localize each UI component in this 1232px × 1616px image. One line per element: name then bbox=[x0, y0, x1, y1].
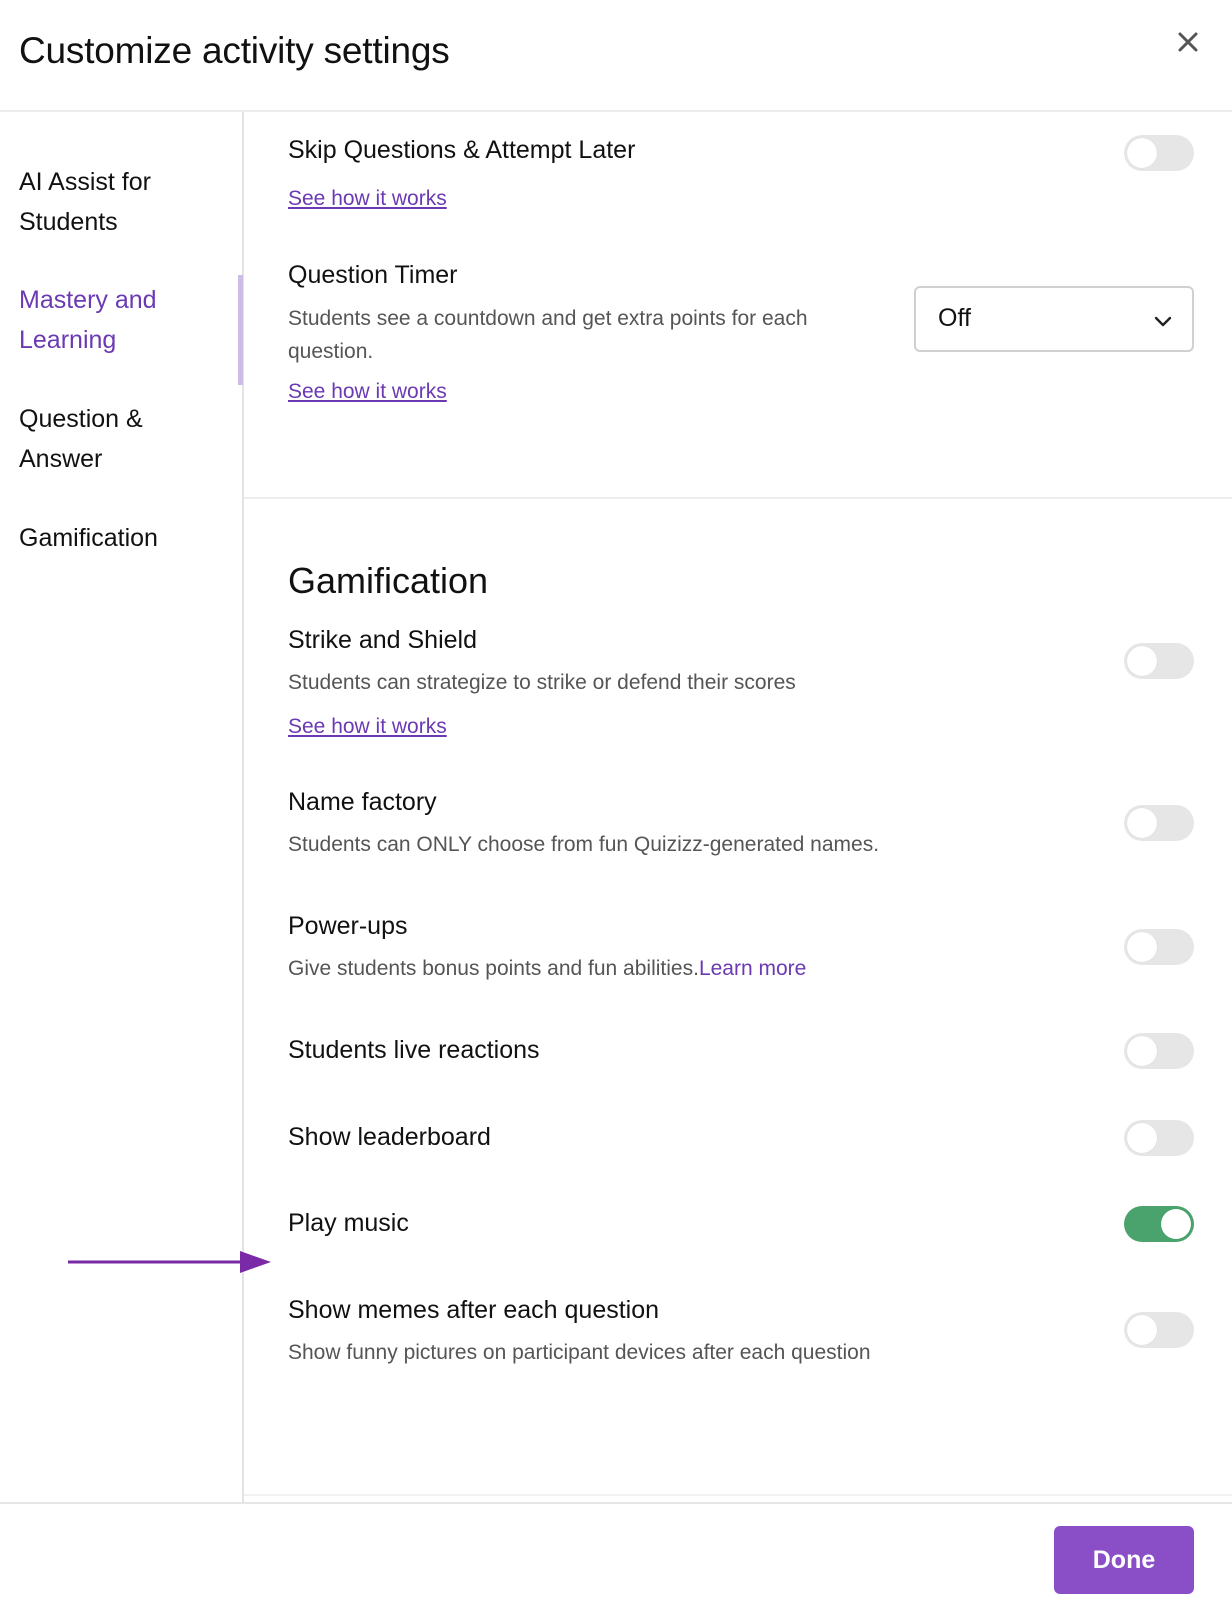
content-bottom-divider bbox=[244, 1494, 1232, 1496]
close-button[interactable] bbox=[1168, 22, 1208, 62]
toggle-knob bbox=[1127, 808, 1157, 838]
power-ups-description-text: Give students bonus points and fun abilities. bbox=[288, 957, 699, 980]
strike-shield-toggle[interactable] bbox=[1124, 643, 1194, 679]
learn-more-link[interactable]: Learn more bbox=[698, 957, 807, 980]
leaderboard-title: Show leaderboard bbox=[288, 1123, 491, 1151]
settings-sidebar bbox=[0, 112, 244, 1502]
done-button[interactable]: Done bbox=[1054, 1526, 1194, 1594]
live-reactions-toggle[interactable] bbox=[1124, 1033, 1194, 1069]
strike-shield-description: Students can strategize to strike or defend their scores bbox=[288, 671, 796, 694]
name-factory-toggle[interactable] bbox=[1124, 805, 1194, 841]
modal-header bbox=[0, 0, 1232, 112]
memes-toggle[interactable] bbox=[1124, 1312, 1194, 1348]
question-timer-title: Question Timer bbox=[288, 261, 458, 289]
live-reactions-title: Students live reactions bbox=[288, 1036, 540, 1064]
toggle-knob bbox=[1127, 1315, 1157, 1345]
toggle-knob bbox=[1127, 138, 1157, 168]
section-divider bbox=[244, 497, 1232, 499]
sidebar-item-mastery[interactable]: Mastery and Learning bbox=[19, 286, 157, 354]
toggle-knob bbox=[1127, 932, 1157, 962]
close-icon bbox=[1177, 31, 1199, 53]
gamification-heading: Gamification bbox=[288, 560, 489, 601]
annotation-arrow-icon bbox=[68, 1248, 278, 1278]
power-ups-title: Power-ups bbox=[288, 912, 408, 940]
toggle-knob bbox=[1127, 1036, 1157, 1066]
memes-title: Show memes after each question bbox=[288, 1296, 660, 1324]
settings-content bbox=[244, 112, 1232, 1502]
power-ups-description bbox=[288, 952, 806, 985]
name-factory-description: Students can ONLY choose from fun Quizizz-generated names. bbox=[288, 833, 880, 856]
toggle-knob bbox=[1127, 1123, 1157, 1153]
skip-questions-link[interactable]: See how it works bbox=[288, 187, 447, 210]
skip-questions-title: Skip Questions & Attempt Later bbox=[288, 136, 636, 164]
sidebar-item-question-answer[interactable]: Question & Answer bbox=[19, 405, 143, 473]
memes-description: Show funny pictures on participant devices after each question bbox=[288, 1341, 871, 1364]
play-music-title: Play music bbox=[288, 1209, 409, 1237]
toggle-knob bbox=[1127, 646, 1157, 676]
question-timer-description: Students see a countdown and get extra points for each question. bbox=[288, 307, 808, 363]
modal-footer bbox=[0, 1502, 1232, 1616]
sidebar-item-gamification[interactable]: Gamification bbox=[19, 524, 158, 552]
sidebar-active-indicator bbox=[238, 275, 243, 385]
leaderboard-toggle[interactable] bbox=[1124, 1120, 1194, 1156]
strike-shield-link[interactable]: See how it works bbox=[288, 715, 447, 738]
question-timer-link[interactable]: See how it works bbox=[288, 380, 447, 403]
toggle-knob bbox=[1161, 1209, 1191, 1239]
power-ups-toggle[interactable] bbox=[1124, 929, 1194, 965]
skip-questions-toggle[interactable] bbox=[1124, 135, 1194, 171]
modal-title: Customize activity settings bbox=[19, 30, 450, 71]
strike-shield-title: Strike and Shield bbox=[288, 626, 478, 654]
chevron-down-icon bbox=[1152, 310, 1174, 332]
sidebar-item-ai-assist[interactable]: AI Assist for Students bbox=[19, 168, 151, 236]
name-factory-title: Name factory bbox=[288, 788, 437, 816]
play-music-toggle[interactable] bbox=[1124, 1206, 1194, 1242]
question-timer-value: Off bbox=[938, 304, 971, 332]
question-timer-select[interactable] bbox=[914, 286, 1194, 352]
